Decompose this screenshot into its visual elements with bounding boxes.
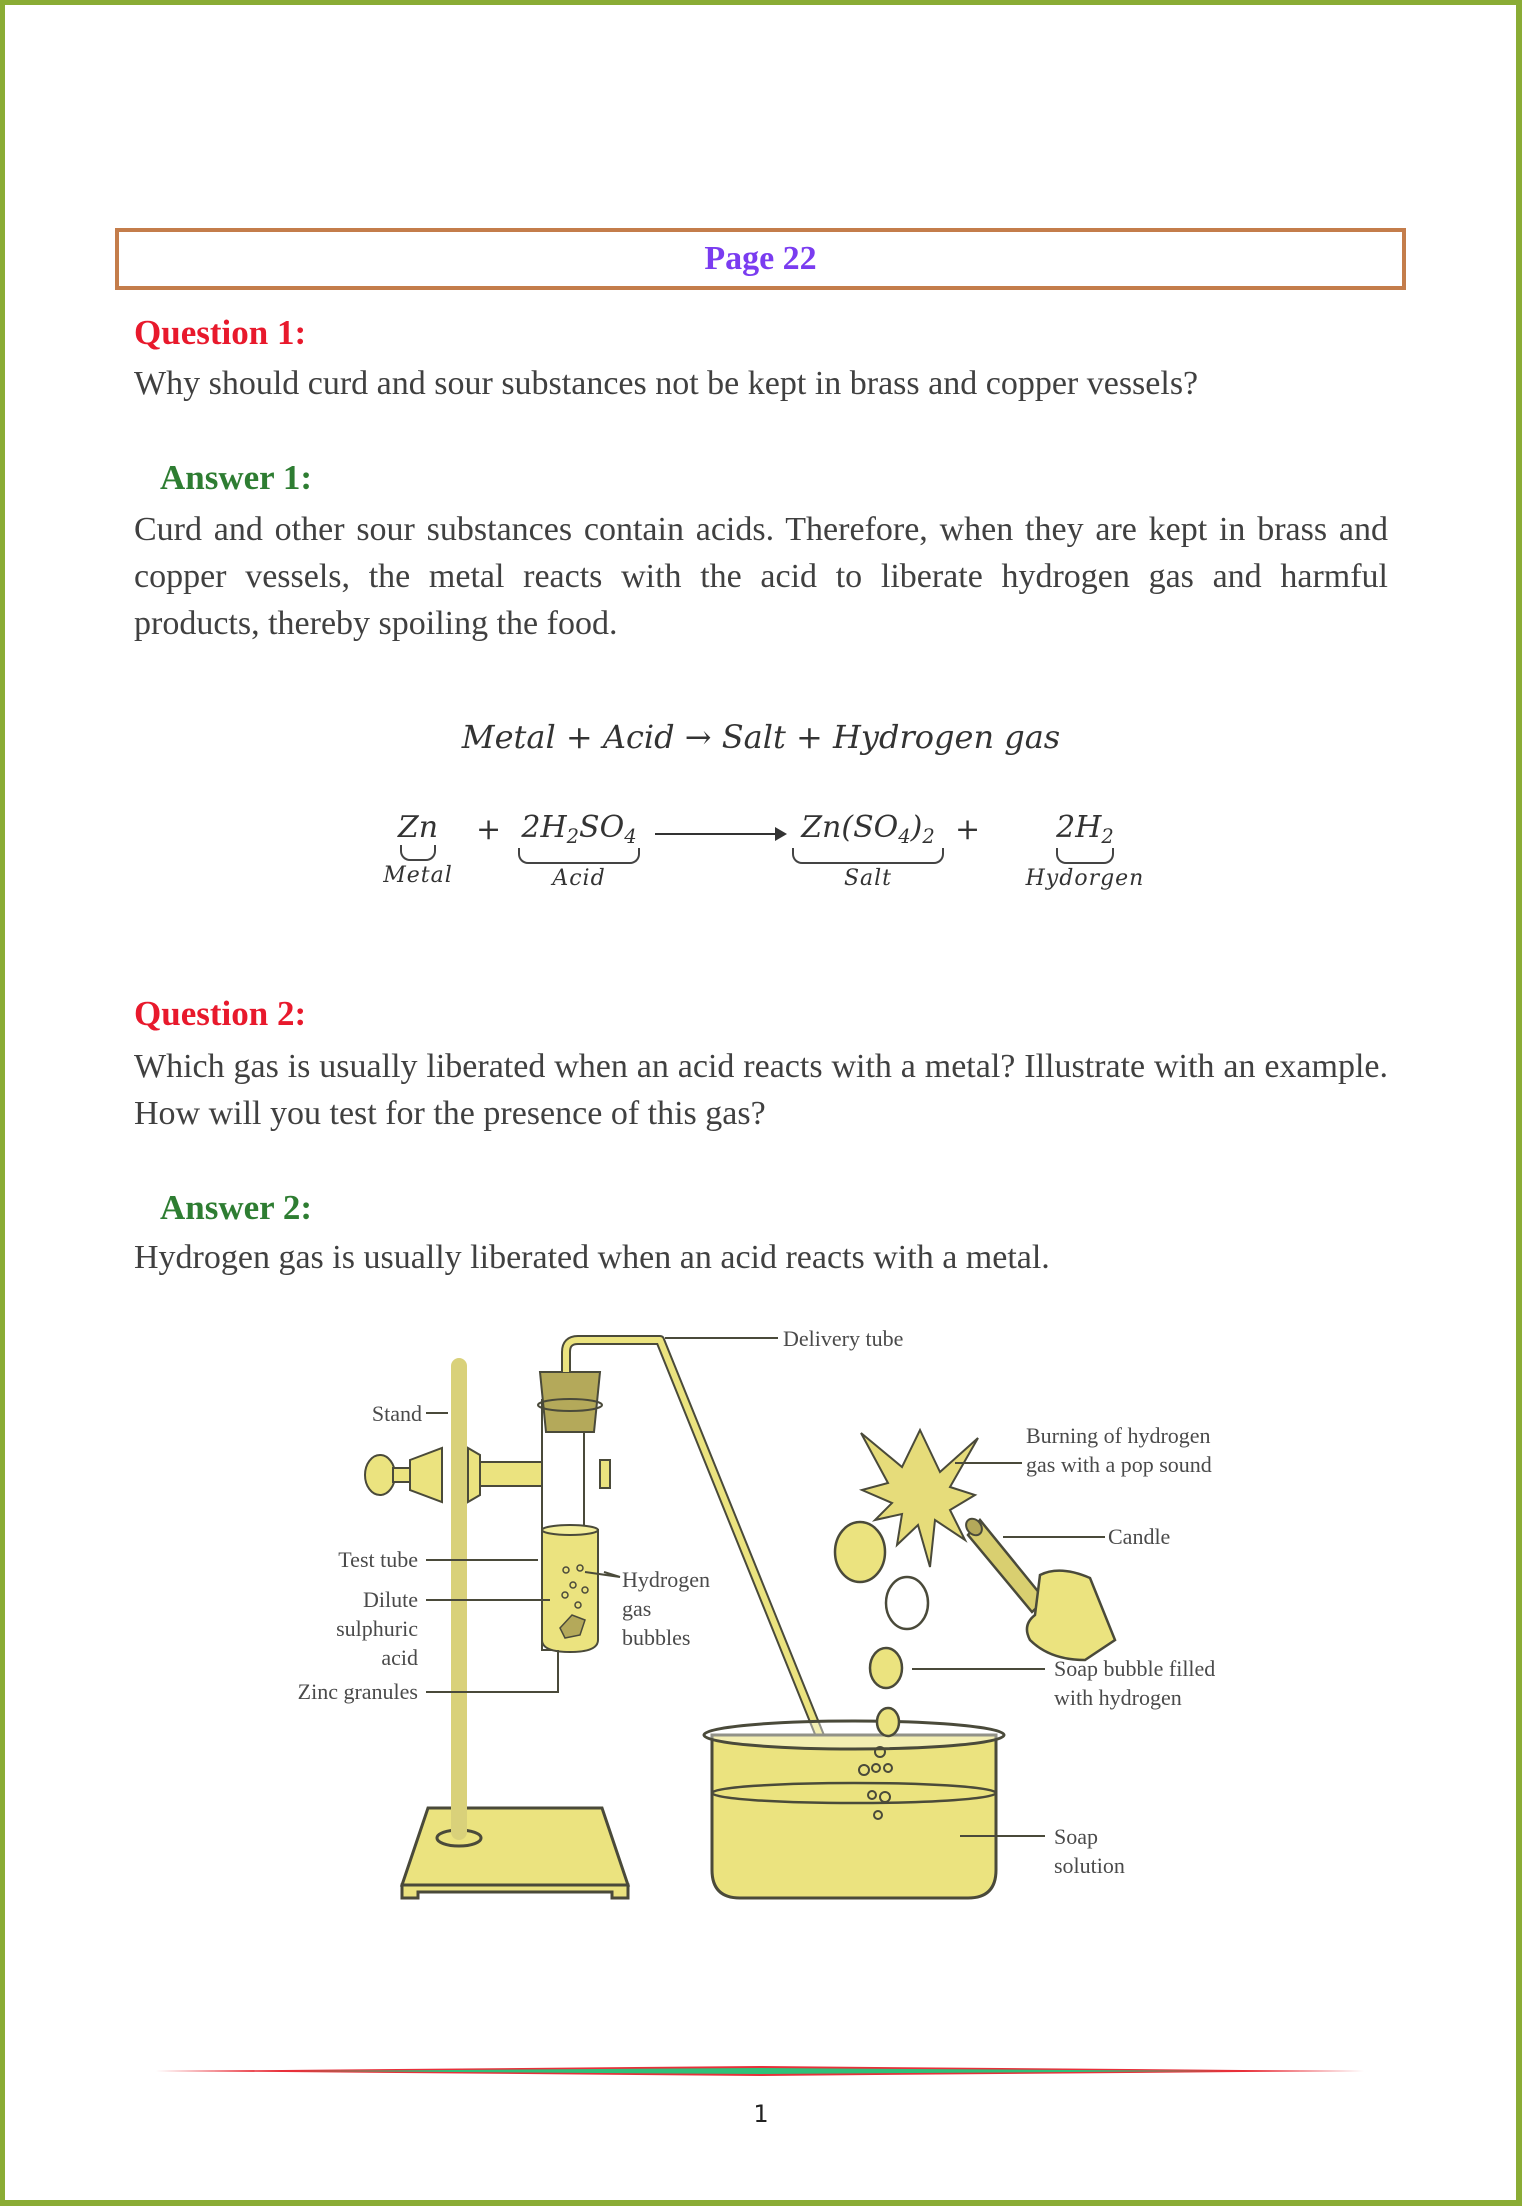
underbrace bbox=[400, 845, 436, 861]
equation-term-salt bbox=[788, 810, 948, 891]
formula-h2: $2H_2$ bbox=[1056, 810, 1114, 848]
label-metal: Metal bbox=[383, 863, 453, 888]
label-soap-bubble-2: with hydrogen bbox=[1054, 1685, 1182, 1710]
label-burning-2: gas with a pop sound bbox=[1026, 1452, 1212, 1477]
plus-sign: + bbox=[476, 812, 502, 847]
formula-znso4: $Zn(SO_4)_2$ bbox=[801, 810, 935, 848]
formula-h2so4: $2H_2SO_4$ bbox=[521, 810, 637, 848]
underbrace bbox=[518, 848, 640, 864]
underbrace bbox=[1056, 848, 1114, 864]
label-soap-bubble-1: Soap bubble filled bbox=[1054, 1656, 1216, 1681]
answer-1-text: Curd and other sour substances contain acids. Therefore, when they are kept in brass and copper vessels, the metal reacts with the acid to liberate hydrogen gas and harmful products, thereby spoiling the food. bbox=[134, 511, 1388, 642]
question-1-text: Why should curd and sour substances not be kept in brass and copper vessels? bbox=[134, 365, 1199, 402]
underbrace bbox=[792, 848, 944, 864]
page-number: 1 bbox=[753, 2100, 769, 2128]
label-zinc-granules: Zinc granules bbox=[297, 1679, 418, 1704]
beaker-illustration bbox=[704, 1721, 1004, 1898]
reaction-arrow bbox=[655, 833, 785, 835]
label-soap-solution-2: solution bbox=[1054, 1853, 1125, 1878]
label-candle: Candle bbox=[1108, 1524, 1171, 1549]
question-2-heading: Question 2: bbox=[134, 994, 307, 1033]
plus-sign: + bbox=[955, 812, 981, 847]
soap-bubbles-illustration bbox=[835, 1522, 928, 1736]
label-hydrogen: Hydorgen bbox=[1025, 865, 1145, 891]
general-equation: Metal + Acid → Salt + Hydrogen gas bbox=[461, 718, 1061, 756]
label-test-tube: Test tube bbox=[338, 1547, 418, 1572]
label-burning-1: Burning of hydrogen bbox=[1026, 1423, 1211, 1448]
answer-2-heading: Answer 2: bbox=[160, 1188, 312, 1227]
label-dilute-3: acid bbox=[381, 1645, 418, 1670]
label-dilute-2: sulphuric bbox=[336, 1616, 418, 1641]
hydrogen-gas-experiment-diagram bbox=[0, 1310, 1522, 1910]
label-hydrogen-3: bubbles bbox=[622, 1625, 691, 1650]
label-dilute-1: Dilute bbox=[363, 1587, 418, 1612]
formula-zn: Zn bbox=[397, 810, 439, 845]
page-title: Page 22 bbox=[704, 240, 817, 277]
equation-term-acid bbox=[514, 810, 644, 891]
answer-1-heading: Answer 1: bbox=[160, 458, 312, 497]
label-salt: Salt bbox=[843, 865, 893, 891]
chemical-equation bbox=[380, 800, 1160, 910]
label-soap-solution-1: Soap bbox=[1054, 1824, 1098, 1849]
question-1-heading: Question 1: bbox=[134, 313, 307, 352]
label-acid: Acid bbox=[552, 865, 606, 891]
footer-divider bbox=[156, 2066, 1364, 2076]
label-hydrogen-2: gas bbox=[622, 1596, 652, 1621]
answer-2-text: Hydrogen gas is usually liberated when an acid reacts with a metal. bbox=[134, 1239, 1050, 1276]
label-hydrogen-1: Hydrogen bbox=[622, 1567, 710, 1592]
label-delivery-tube: Delivery tube bbox=[783, 1326, 904, 1351]
test-tube-illustration bbox=[538, 1372, 602, 1652]
equation-term-hydrogen bbox=[1020, 810, 1150, 891]
page-header-box bbox=[115, 228, 1406, 290]
label-stand: Stand bbox=[371, 1401, 422, 1426]
question-2-text: Which gas is usually liberated when an acid reacts with a metal? Illustrate with an example. How will you test for the presence of this gas? bbox=[134, 1048, 1388, 1132]
equation-term-metal bbox=[383, 810, 453, 888]
